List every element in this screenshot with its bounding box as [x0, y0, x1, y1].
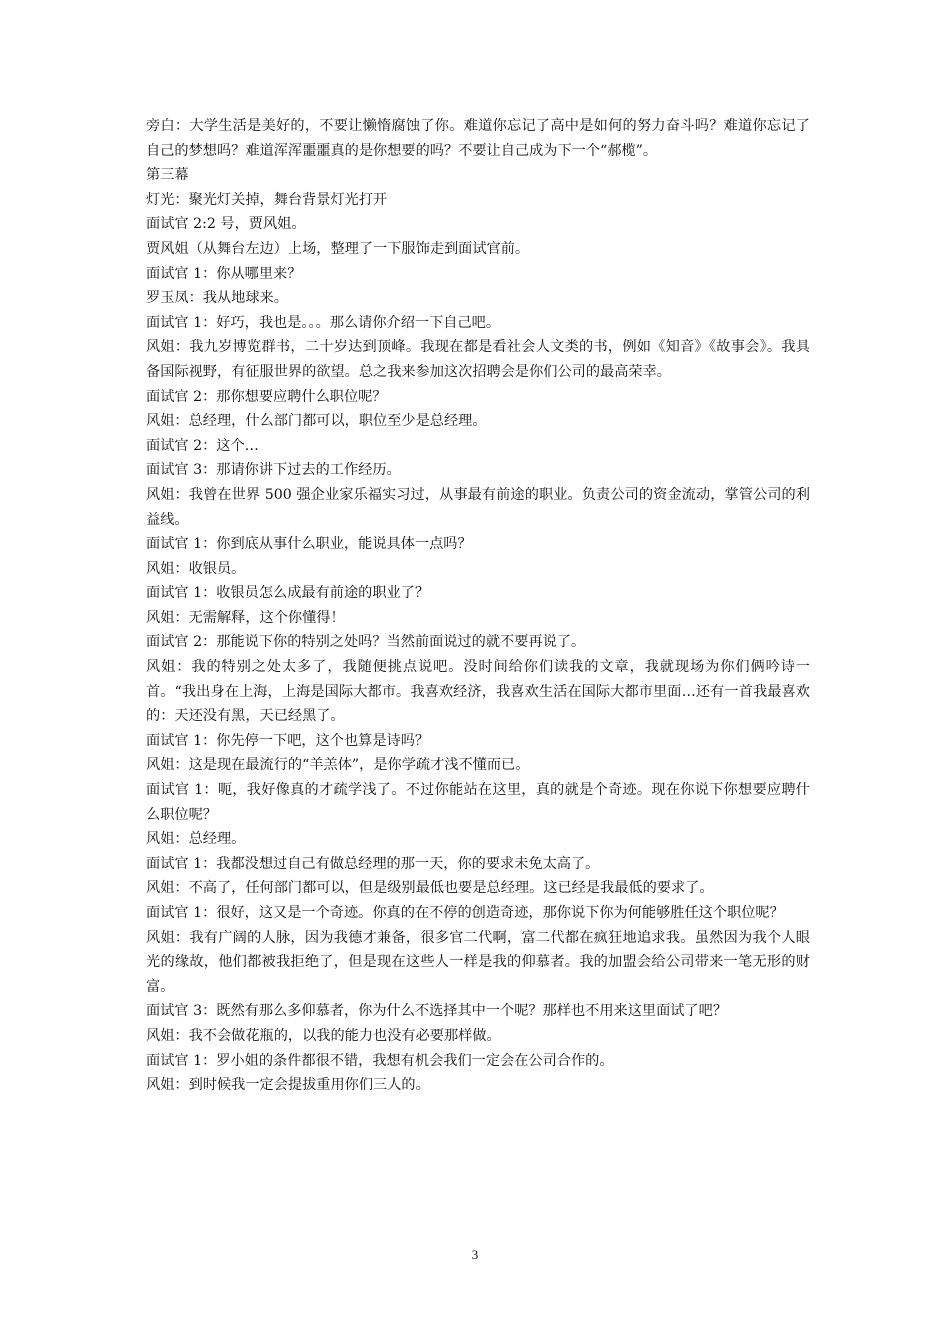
- paragraph-lighting: 灯光：聚光灯关掉，舞台背景灯光打开: [146, 191, 388, 208]
- paragraph-line: 面试官 1：我都没想过自己有做总经理的那一天，你的要求未免太高了。: [146, 855, 600, 872]
- paragraph-line: 面试官 1：呃，我好像真的才疏学浅了。不过你能站在这里，真的就是个奇迹。现在你说下你想要应聘什么职位呢？: [146, 782, 810, 823]
- paragraph-line: 风姐：无需解释，这个你懂得！: [146, 609, 345, 626]
- paragraph-line: 罗玉凤：我从地球来。: [146, 290, 288, 307]
- paragraph-line: 面试官 1：好巧，我也是。。。那么请你介绍一下自己吧。: [146, 314, 501, 331]
- paragraph-line: 面试官 1：你先停一下吧，这个也算是诗吗？: [146, 732, 430, 749]
- paragraph-line: 面试官 3：既然有那么多仰慕者，你为什么不选择其中一个呢？那样也不用来这里面试了吧？: [146, 1003, 728, 1020]
- paragraph-line: 风姐：我不会做花瓶的，以我的能力也没有必要那样做。: [146, 1027, 501, 1044]
- paragraph-line: 面试官 1：罗小姐的条件都很不错，我想有机会我们一定会在公司合作的。: [146, 1052, 614, 1069]
- paragraph-stage-direction: 贾风姐（从舞台左边）上场，整理了一下服饰走到面试官前。: [146, 240, 530, 257]
- paragraph-line: 面试官 1：很好，这又是一个奇迹。你真的在不停的创造奇迹，那你说下你为何能够胜任这个职位呢？: [146, 905, 784, 921]
- paragraph-line: 面试官 2：那能说下你的特别之处吗？当然前面说过的就不要再说了。: [146, 634, 586, 651]
- paragraph-line: 面试官 3：那请你讲下过去的工作经历。: [146, 462, 401, 479]
- paragraph-line: 风姐：我九岁博览群书，二十岁达到顶峰。我现在都是看社会人文类的书，例如《知音》《故事会》。我具备国际视野，有征服世界的欲望。总之我来参加这次招聘会是你们公司的最高荣幸。: [146, 339, 810, 380]
- paragraph-line: 风姐：总经理。: [146, 831, 246, 848]
- paragraph-line: 面试官 2：这个…: [146, 437, 259, 454]
- paragraph-line: 面试官 1：你到底从事什么职业，能说具体一点吗？: [146, 536, 472, 553]
- paragraph-line: 面试官 2:2 号，贾风姐。: [146, 216, 306, 233]
- paragraph-line: 面试官 1：收银员怎么成最有前途的职业了？: [146, 585, 430, 602]
- paragraph-line: 面试官 2：那你想要应聘什么职位呢？: [146, 388, 387, 405]
- paragraph-line: 风姐：我曾在世界 500 强企业家乐福实习过，从事最有前途的职业。负责公司的资金流动，掌管公司的利益线。: [146, 486, 810, 528]
- paragraph-line: 风姐：我的特别之处太多了，我随便挑点说吧。没时间给你们读我的文章，我就现场为你们俩吟诗一首。“我出身在上海，上海是国际大都市。我喜欢经济，我喜欢生活在国际大都市里面…还有一首我最喜欢的：天还没有黑，天已经黑了。: [146, 659, 810, 725]
- paragraph-line: 风姐：不高了，任何部门都可以，但是级别最低也要是总经理。这已经是我最低的要求了。: [146, 880, 714, 897]
- page-number: 3: [471, 1247, 479, 1262]
- paragraph-line: 风姐：收银员。: [146, 560, 246, 577]
- document-body: [146, 114, 810, 1098]
- paragraph-line: 面试官 1：你从哪里来？: [146, 265, 302, 282]
- paragraph-act-heading: 第三幕: [146, 167, 189, 184]
- paragraph-line: 风姐：我有广阔的人脉，因为我德才兼备，很多官二代啊，富二代都在疯狂地追求我。虽然因为我个人眼光的缘故，他们都被我拒绝了，但是现在这些人一样是我的仰慕者。我的加盟会给公司带来一笔无形的财富。: [146, 929, 810, 995]
- paragraph-line: 风姐：总经理，什么部门都可以，职位至少是总经理。: [146, 413, 487, 430]
- paragraph-line: 风姐：这是现在最流行的“羊羔体”，是你学疏才浅不懂而已。: [146, 757, 530, 774]
- paragraph-narration: 旁白：大学生活是美好的，不要让懒惰腐蚀了你。难道你忘记了高中是如何的努力奋斗吗？难道你忘记了自己的梦想吗？难道浑浑噩噩真的是你想要的吗？不要让自己成为下一个“郝榄”。: [146, 118, 810, 159]
- paragraph-line: 风姐：到时候我一定会提拔重用你们三人的。: [146, 1077, 430, 1094]
